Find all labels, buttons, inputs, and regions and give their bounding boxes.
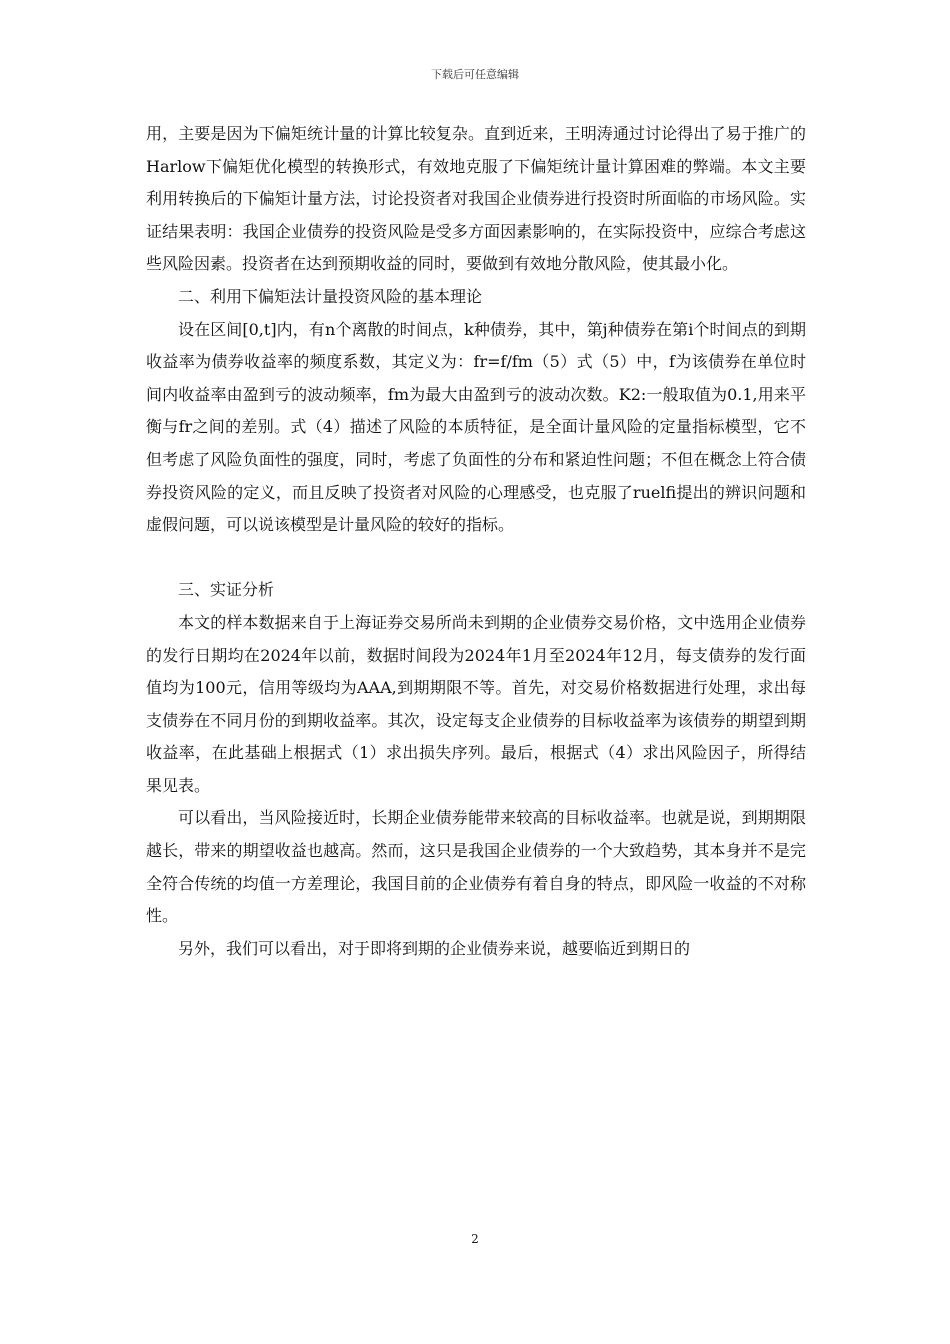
blank-line — [146, 542, 806, 575]
paragraph-findings: 可以看出，当风险接近时，长期企业债券能带来较高的目标收益率。也就是说，到期期限越长，带来的期望收益也越高。然而，这只是我国企业债券的一个大致趋势，其本身并不是完全符合传统的均值一方差理论，我国目前的企业债券有着自身的特点，即风险一收益的不对称性。 — [146, 808, 806, 926]
paragraph-further: 另外，我们可以看出，对于即将到期的企业债券来说，越要临近到期日的 — [178, 938, 691, 958]
document-body — [146, 118, 806, 965]
paragraph-continuation: 用，主要是因为下偏矩统计量的计算比较复杂。直到近来，王明涛通过讨论得出了易于推广的Harlow下偏矩优化模型的转换形式，有效地克服了下偏矩统计量计算困难的弊端。本文主要利用转换后的下偏矩计量方法，讨论投资者对我国企业债券进行投资时所面临的市场风险。实证结果表明：我国企业债券的投资风险是受多方面因素影响的，在实际投资中，应综合考虑这些风险因素。投资者在达到预期收益的同时，要做到有效地分散风险，使其最小化。 — [146, 124, 806, 274]
paragraph-theory: 设在区间[0,t]内，有n个离散的时间点，k种债券，其中，第j种债券在第i个时间点的到期收益率为债券收益率的频度系数，其定义为：fr=f/fm（5）式（5）中，f为该债券在单位时间内收益率由盈到亏的波动频率，fm为最大由盈到亏的波动次数。K2:一般取值为0.1,用来平衡与fr之间的差别。式（4）描述了风险的本质特征，是全面计量风险的定量指标模型，它不但考虑了风险负面性的强度，同时，考虑了负面性的分布和紧迫性问题；不但在概念上符合债券投资风险的定义，而且反映了投资者对风险的心理感受，也克服了ruelfi提出的辨识问题和虚假问题，可以说该模型是计量风险的较好的指标。 — [146, 319, 806, 535]
section-heading-3: 三、实证分析 — [178, 580, 275, 600]
page-number: 2 — [471, 1232, 479, 1246]
section-heading-2: 二、利用下偏矩法计量投资风险的基本理论 — [178, 286, 483, 306]
page-header: 下载后可任意编辑 — [431, 68, 519, 81]
paragraph-sample-data: 本文的样本数据来自于上海证券交易所尚未到期的企业债券交易价格，文中选用企业债券的发行日期均在2024年以前，数据时间段为2024年1月至2024年12月，每支债券的发行面值均为100元，信用等级均为AAA,到期期限不等。首先，对交易价格数据进行处理，求出每支债券在不同月份的到期收益率。其次，设定每支企业债券的目标收益率为该债券的期望到期收益率，在此基础上根据式（1）求出损失序列。最后，根据式（4）求出风险因子，所得结果见表。 — [146, 612, 806, 795]
